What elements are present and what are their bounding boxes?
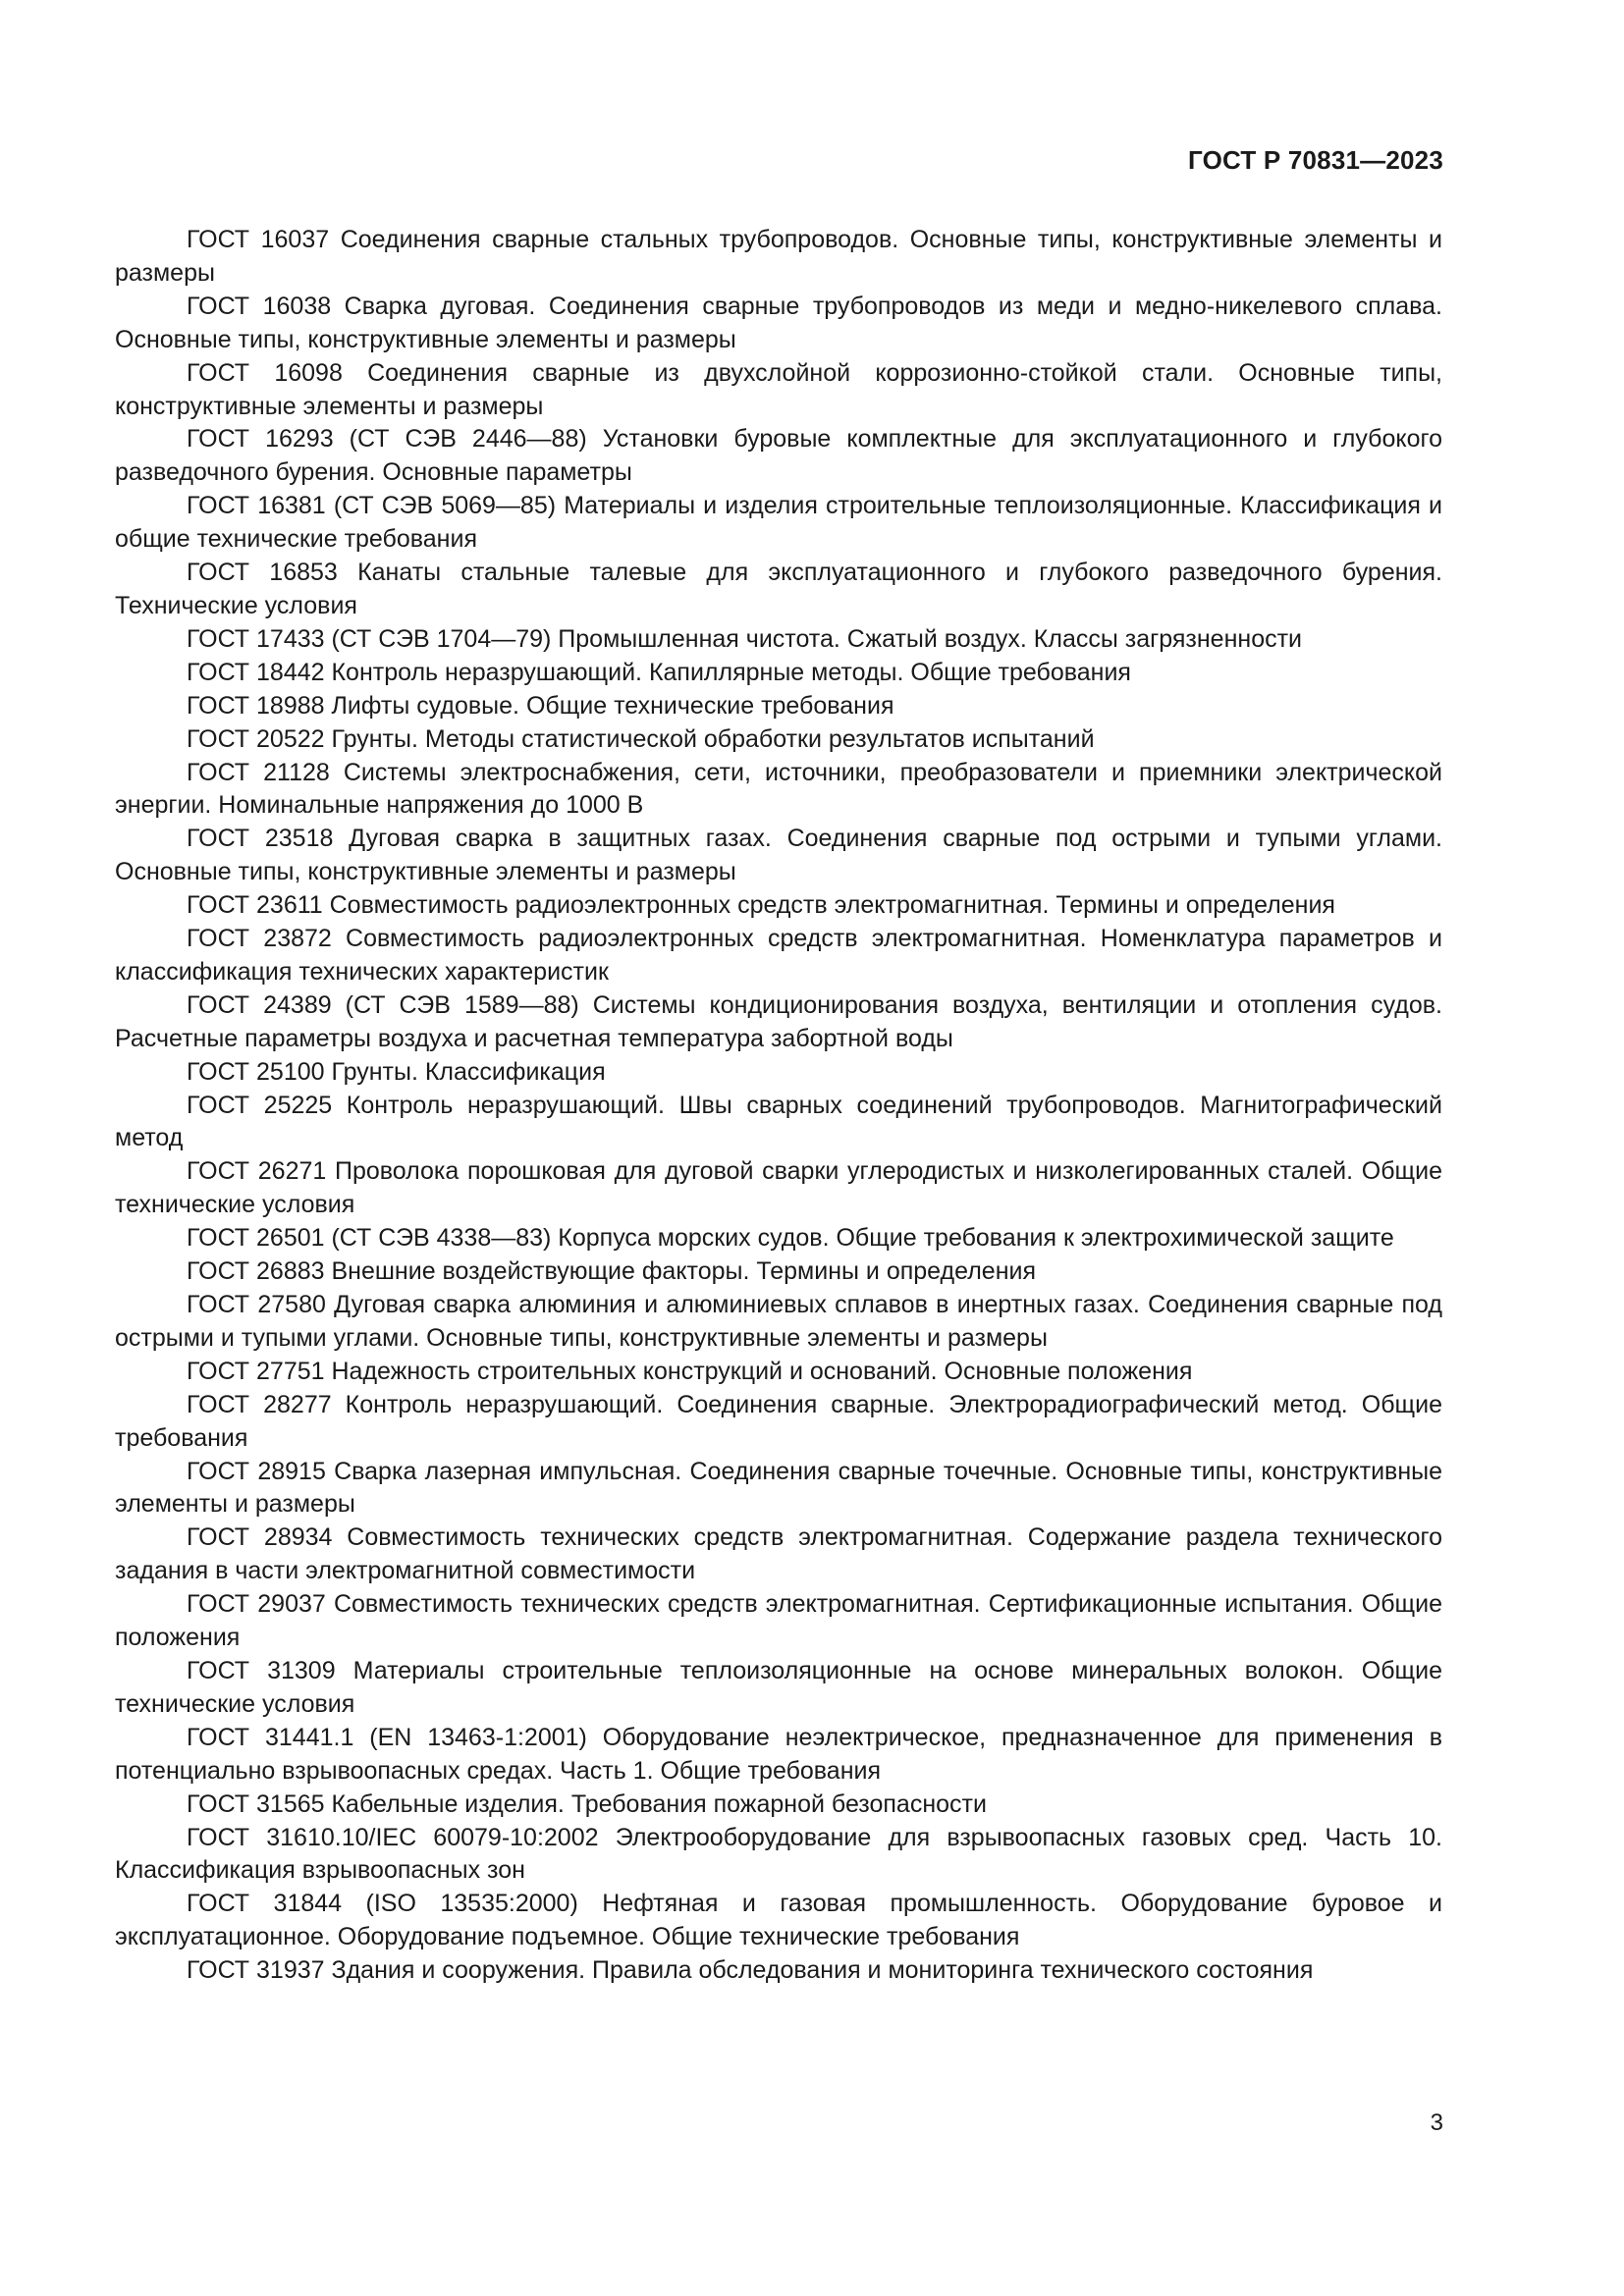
reference-item: ГОСТ 29037 Совместимость технических средств электромагнитная. Сертификационные испытания. Общие положения xyxy=(115,1590,1442,1652)
reference-item: ГОСТ 28277 Контроль неразрушающий. Соединения сварные. Электрорадиографический метод. Общие требования xyxy=(115,1390,1442,1452)
reference-item: ГОСТ 31309 Материалы строительные теплоизоляционные на основе минеральных волокон. Общие технические условия xyxy=(115,1656,1442,1718)
references-list xyxy=(115,224,1442,1988)
reference-item: ГОСТ 31565 Кабельные изделия. Требования пожарной безопасности xyxy=(187,1789,987,1818)
reference-item: ГОСТ 23872 Совместимость радиоэлектронных средств электромагнитная. Номенклатура параметров и классификация технических характеристик xyxy=(115,925,1442,986)
reference-item: ГОСТ 26271 Проволока порошковая для дуговой сварки углеродистых и низколегированных сталей. Общие технические условия xyxy=(115,1157,1442,1219)
reference-item: ГОСТ 16098 Соединения сварные из двухслойной коррозионно-стойкой стали. Основные типы, конструктивные элементы и размеры xyxy=(115,358,1442,420)
reference-item: ГОСТ 25100 Грунты. Классификация xyxy=(187,1057,606,1086)
reference-item: ГОСТ 16853 Канаты стальные талевые для эксплуатационного и глубокого разведочного бурения. Технические условия xyxy=(115,559,1442,619)
reference-item: ГОСТ 31610.10/IEC 60079-10:2002 Электрооборудование для взрывоопасных газовых сред. Часть 10. Классификация взрывоопасных зон xyxy=(115,1823,1442,1885)
reference-item: ГОСТ 21128 Системы электроснабжения, сети, источники, преобразователи и приемники электрической энергии. Номинальные напряжения до 1000 В xyxy=(115,758,1442,820)
reference-item: ГОСТ 28915 Сварка лазерная импульсная. Соединения сварные точечные. Основные типы, конструктивные элементы и размеры xyxy=(115,1457,1442,1519)
reference-item: ГОСТ 24389 (СТ СЭВ 1589—88) Системы кондиционирования воздуха, вентиляции и отопления судов. Расчетные параметры воздуха и расчетная температура забортной воды xyxy=(115,990,1442,1052)
reference-item: ГОСТ 16037 Соединения сварные стальных трубопроводов. Основные типы, конструктивные элементы и размеры xyxy=(115,226,1442,287)
reference-item: ГОСТ 27751 Надежность строительных конструкций и оснований. Основные положения xyxy=(187,1357,1193,1385)
reference-item: ГОСТ 26501 (СТ СЭВ 4338—83) Корпуса морских судов. Общие требования к электрохимической защите xyxy=(187,1224,1394,1253)
reference-item: ГОСТ 20522 Грунты. Методы статистической обработки результатов испытаний xyxy=(187,724,1095,753)
reference-item: ГОСТ 23611 Совместимость радиоэлектронных средств электромагнитная. Термины и определения xyxy=(187,891,1335,920)
reference-item: ГОСТ 23518 Дуговая сварка в защитных газах. Соединения сварные под острыми и тупыми углами. Основные типы, конструктивные элементы и размеры xyxy=(115,825,1442,886)
reference-item: ГОСТ 18988 Лифты судовые. Общие технические требования xyxy=(187,691,894,720)
page-number: 3 xyxy=(1430,2109,1443,2136)
reference-item: ГОСТ 17433 (СТ СЭВ 1704—79) Промышленная чистота. Сжатый воздух. Классы загрязненности xyxy=(187,624,1303,653)
reference-item: ГОСТ 25225 Контроль неразрушающий. Швы сварных соединений трубопроводов. Магнитографический метод xyxy=(115,1091,1442,1152)
reference-item: ГОСТ 18442 Контроль неразрушающий. Капиллярные методы. Общие требования xyxy=(187,658,1131,686)
reference-item: ГОСТ 31937 Здания и сооружения. Правила обследования и мониторинга технического состояния xyxy=(187,1956,1314,1985)
reference-item: ГОСТ 31441.1 (EN 13463-1:2001) Оборудование неэлектрическое, предназначенное для применения в потенциально взрывоопасных средах. Часть 1. Общие требования xyxy=(115,1723,1442,1785)
reference-item: ГОСТ 16381 (СТ СЭВ 5069—85) Материалы и изделия строительные теплоизоляционные. Классификация и общие технические требования xyxy=(115,492,1442,554)
reference-item: ГОСТ 26883 Внешние воздействующие факторы. Термины и определения xyxy=(187,1257,1037,1286)
reference-item: ГОСТ 31844 (ISO 13535:2000) Нефтяная и газовая промышленность. Оборудование буровое и эксплуатационное. Оборудование подъемное. Общие технические требования xyxy=(115,1890,1442,1951)
reference-item: ГОСТ 16038 Сварка дуговая. Соединения сварные трубопроводов из меди и медно-никелевого сплава. Основные типы, конструктивные элементы и размеры xyxy=(115,292,1442,353)
reference-item: ГОСТ 28934 Совместимость технических средств электромагнитная. Содержание раздела технического задания в части электромагнитной совместимости xyxy=(115,1523,1442,1585)
reference-item: ГОСТ 27580 Дуговая сварка алюминия и алюминиевых сплавов в инертных газах. Соединения сварные под острыми и тупыми углами. Основные типы, конструктивные элементы и размеры xyxy=(115,1291,1442,1352)
document-header: ГОСТ Р 70831—2023 xyxy=(1188,145,1443,175)
reference-item: ГОСТ 16293 (СТ СЭВ 2446—88) Установки буровые комплектные для эксплуатационного и глубокого разведочного бурения. Основные параметры xyxy=(115,425,1442,487)
